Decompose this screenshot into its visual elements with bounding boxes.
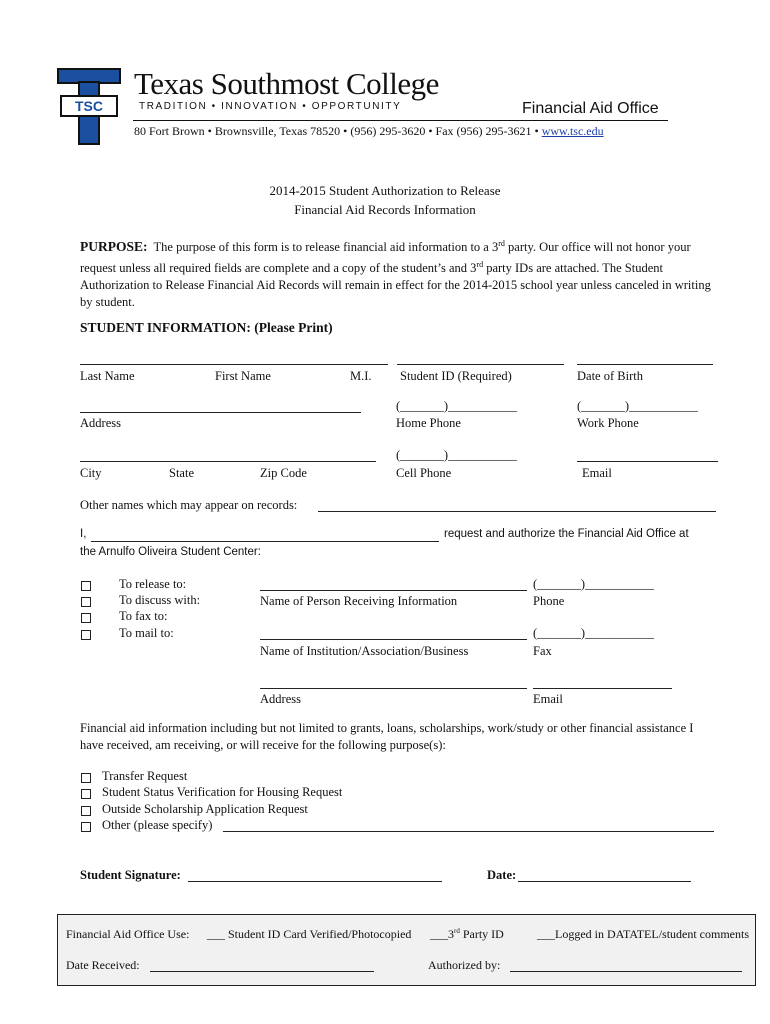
release-option-label: To release to: — [119, 577, 187, 591]
city-state-zip-field[interactable] — [80, 461, 376, 462]
mail-checkbox[interactable] — [81, 630, 91, 640]
authorize-suffix: request and authorize the Financial Aid Office at — [444, 528, 689, 540]
third-party-id-field[interactable]: ___3rd Party ID — [430, 927, 504, 941]
cell-phone-field[interactable]: (_______)___________ — [396, 448, 517, 462]
form-title-line1: 2014-2015 Student Authorization to Release — [269, 183, 501, 198]
signature-label: Student Signature: — [80, 868, 181, 882]
date-received-label: Date Received: — [66, 958, 140, 972]
tsc-logo — [57, 68, 121, 146]
other-purpose-field[interactable] — [223, 831, 714, 832]
home-phone-label: Home Phone — [396, 416, 461, 430]
office-use-box — [57, 914, 756, 986]
recipient-phone-label: Phone — [533, 594, 565, 608]
mail-option-label: To mail to: — [119, 626, 174, 640]
zip-label: Zip Code — [260, 466, 307, 480]
student-id-field[interactable] — [397, 364, 564, 365]
recipient-fax-field[interactable]: (_______)___________ — [533, 626, 654, 640]
recipient-email-label: Email — [533, 692, 563, 706]
recipient-name-field[interactable] — [260, 590, 527, 591]
name-field[interactable] — [80, 364, 388, 365]
college-tagline: TRADITION • INNOVATION • OPPORTUNITY — [139, 101, 402, 112]
transfer-checkbox[interactable] — [81, 773, 91, 783]
id-verified-field[interactable]: ___ Student ID Card Verified/Photocopied — [207, 927, 412, 941]
institution-field[interactable] — [260, 639, 527, 640]
recipient-address-label: Address — [260, 692, 301, 706]
other-names-label: Other names which may appear on records: — [80, 498, 298, 512]
contact-line — [134, 124, 604, 139]
college-name: Texas Southmost College — [134, 66, 439, 101]
state-label: State — [169, 466, 194, 480]
purpose-other-label: Other (please specify) — [102, 818, 213, 832]
dob-field[interactable] — [577, 364, 713, 365]
discuss-option-label: To discuss with: — [119, 593, 201, 607]
email-label: Email — [582, 466, 612, 480]
mi-label: M.I. — [350, 369, 372, 383]
home-phone-field[interactable]: (_______)___________ — [396, 399, 517, 413]
recipient-name-label: Name of Person Receiving Information — [260, 594, 458, 608]
work-phone-label: Work Phone — [577, 416, 639, 430]
first-name-label: First Name — [215, 369, 271, 383]
purpose-paragraph: PURPOSE: The purpose of this form is to release financial aid information to a 3rd party. Our office will not honor your request unless all required fields are complete and a copy of the student’s and 3rd party IDs are attached. The Student Authorization to Release Financial Aid Records will remain in effect for the 2014-2015 school year unless canceled in writing by student. — [80, 239, 711, 310]
purpose-scholarship-label: Outside Scholarship Application Request — [102, 802, 308, 816]
purpose-label: PURPOSE: — [80, 239, 148, 255]
svg-text:TSC: TSC — [75, 98, 103, 114]
signature-field[interactable] — [188, 881, 442, 882]
purpose-transfer-label: Transfer Request — [102, 769, 188, 783]
address-field[interactable] — [80, 412, 361, 413]
last-name-label: Last Name — [80, 369, 135, 383]
logged-datatel-field[interactable]: ___Logged in DATATEL/student comments — [537, 927, 750, 941]
authorized-by-label: Authorized by: — [428, 958, 501, 972]
form-title-line2: Financial Aid Records Information — [294, 202, 476, 217]
header-rule — [133, 120, 668, 121]
scholarship-checkbox[interactable] — [81, 806, 91, 816]
address-text: 80 Fort Brown • Brownsville, Texas 78520 • (956) 295-3620 • Fax (956) 295-3621 • — [134, 124, 542, 138]
office-use-label: Financial Aid Office Use: — [66, 927, 190, 941]
recipient-address-field[interactable] — [260, 688, 527, 689]
purpose-housing-label: Student Status Verification for Housing Request — [102, 785, 343, 799]
other-names-field[interactable] — [318, 511, 716, 512]
other-checkbox[interactable] — [81, 822, 91, 832]
fax-option-label: To fax to: — [119, 609, 168, 623]
authorizer-name-field[interactable] — [91, 541, 439, 542]
address-label: Address — [80, 416, 121, 430]
student-id-label: Student ID (Required) — [400, 369, 512, 383]
authorize-location: the Arnulfo Oliveira Student Center: — [80, 546, 261, 558]
purposes-intro: Financial aid information including but not limited to grants, loans, scholarships, work/study or other financial assistance I have received, am receiving, or will receive for the following purpose(s): — [80, 721, 694, 752]
date-label: Date: — [487, 868, 517, 882]
institution-label: Name of Institution/Association/Business — [260, 644, 469, 658]
recipient-phone-field[interactable]: (_______)___________ — [533, 577, 654, 591]
website-link[interactable]: www.tsc.edu — [541, 124, 604, 138]
dob-label: Date of Birth — [577, 369, 643, 383]
authorized-by-field[interactable] — [510, 971, 742, 972]
student-info-heading: STUDENT INFORMATION: (Please Print) — [80, 320, 333, 335]
fax-checkbox[interactable] — [81, 613, 91, 623]
city-label: City — [80, 466, 102, 480]
discuss-checkbox[interactable] — [81, 597, 91, 607]
office-name: Financial Aid Office — [522, 100, 659, 117]
recipient-fax-label: Fax — [533, 644, 552, 658]
authorize-prefix: I, — [80, 528, 87, 540]
date-received-field[interactable] — [150, 971, 374, 972]
recipient-email-field[interactable] — [533, 688, 672, 689]
work-phone-field[interactable]: (_______)___________ — [577, 399, 698, 413]
date-field[interactable] — [518, 881, 691, 882]
cell-phone-label: Cell Phone — [396, 466, 452, 480]
email-field[interactable] — [577, 461, 718, 462]
release-checkbox[interactable] — [81, 581, 91, 591]
housing-checkbox[interactable] — [81, 789, 91, 799]
